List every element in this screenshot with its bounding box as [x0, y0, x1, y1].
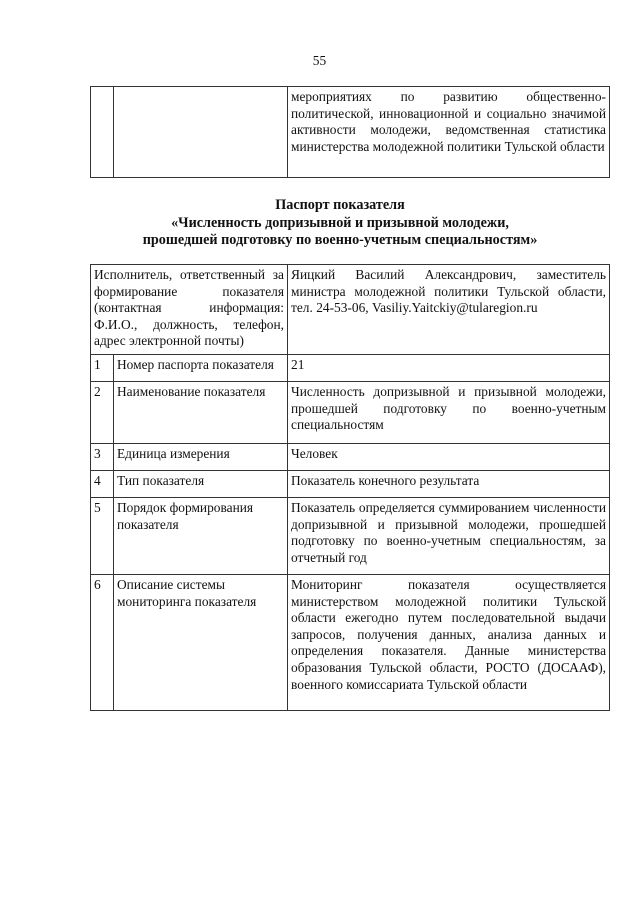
row-value: Человек [288, 444, 610, 471]
row-label: Номер паспорта показателя [114, 355, 288, 382]
row-value: Численность допризывной и призывной молодежи, прошедшей подготовку по военно-учетным специальностям [288, 382, 610, 444]
row-label: Тип показателя [114, 471, 288, 498]
row-label: Единица измерения [114, 444, 288, 471]
row-number: 5 [91, 498, 114, 575]
executor-label: Исполнитель, ответственный за формирование показателя (контактная информация: Ф.И.О., должность, телефон, адрес электронной почты) [91, 265, 288, 355]
title-line-1: Паспорт показателя [275, 197, 405, 213]
row-number: 6 [91, 575, 114, 711]
row-number: 1 [91, 355, 114, 382]
page-number: 55 [312, 53, 327, 68]
continuation-table [90, 86, 610, 178]
empty-number-cell [91, 87, 114, 178]
row-value: Показатель конечного результата [288, 471, 610, 498]
row-number: 2 [91, 382, 114, 444]
table-row [91, 575, 610, 711]
row-number: 3 [91, 444, 114, 471]
passport-table [90, 264, 610, 711]
passport-title [80, 197, 600, 250]
table-row [91, 87, 610, 178]
row-value: Мониторинг показателя осуществляется министерством молодежной политики Тульской области ежегодно путем последовательной выдачи запросов, получения данных, анализа данных и определения показателя. Данные министерства образования Тульской области, РОСТО (ДОСААФ), военного комиссариата Тульской области [288, 575, 610, 711]
title-line-2: «Численность допризывной и призывной молодежи, [171, 214, 509, 231]
table-row [91, 382, 610, 444]
row-number: 4 [91, 471, 114, 498]
row-label: Наименование показателя [114, 382, 288, 444]
row-value: Показатель определяется суммированием численности допризывной и призывной молодежи, прошедшей подготовку по военно-учетным специальностям, за отчетный год [288, 498, 610, 575]
row-label: Порядок формирования показателя [114, 498, 288, 575]
executor-value: Яицкий Василий Александрович, заместитель министра молодежной политики Тульской области, тел. 24-53-06, Vasiliy.Yaitckiy@tularegion.ru [288, 265, 610, 355]
table-row [91, 265, 610, 355]
table-row [91, 444, 610, 471]
table-row [91, 471, 610, 498]
table-row [91, 355, 610, 382]
row-value: 21 [288, 355, 610, 382]
row-label: Описание системы мониторинга показателя [114, 575, 288, 711]
empty-label-cell [114, 87, 288, 178]
title-line-3: прошедшей подготовку по военно-учетным специальностям» [142, 232, 538, 248]
continuation-text: мероприятиях по развитию общественно-политической, инновационной и социально значимой активности молодежи, ведомственная статистика министерства молодежной политики Тульской области [288, 87, 610, 178]
table-row [91, 498, 610, 575]
